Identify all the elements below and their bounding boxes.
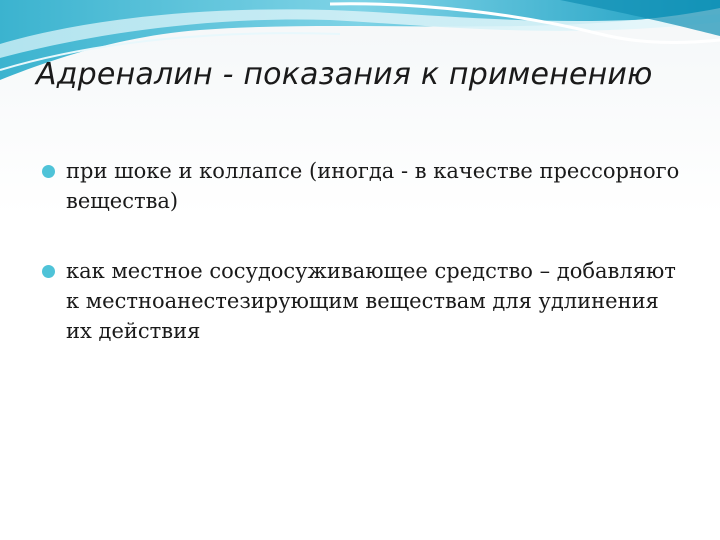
bullet-item	[42, 156, 682, 216]
bullet-item	[42, 256, 682, 346]
bullet-text: при шоке и коллапсе (иногда - в качестве прессорного вещества)	[66, 159, 680, 213]
slide-title: Адреналин - показания к применению	[36, 57, 653, 92]
bullet-circle-icon	[42, 165, 55, 178]
bullet-list	[42, 156, 682, 386]
bullet-text: как местное сосудосуживающее средство – добавляют к местноанестезирующим веществам для удлинения их действия	[66, 259, 676, 343]
bullet-circle-icon	[42, 265, 55, 278]
